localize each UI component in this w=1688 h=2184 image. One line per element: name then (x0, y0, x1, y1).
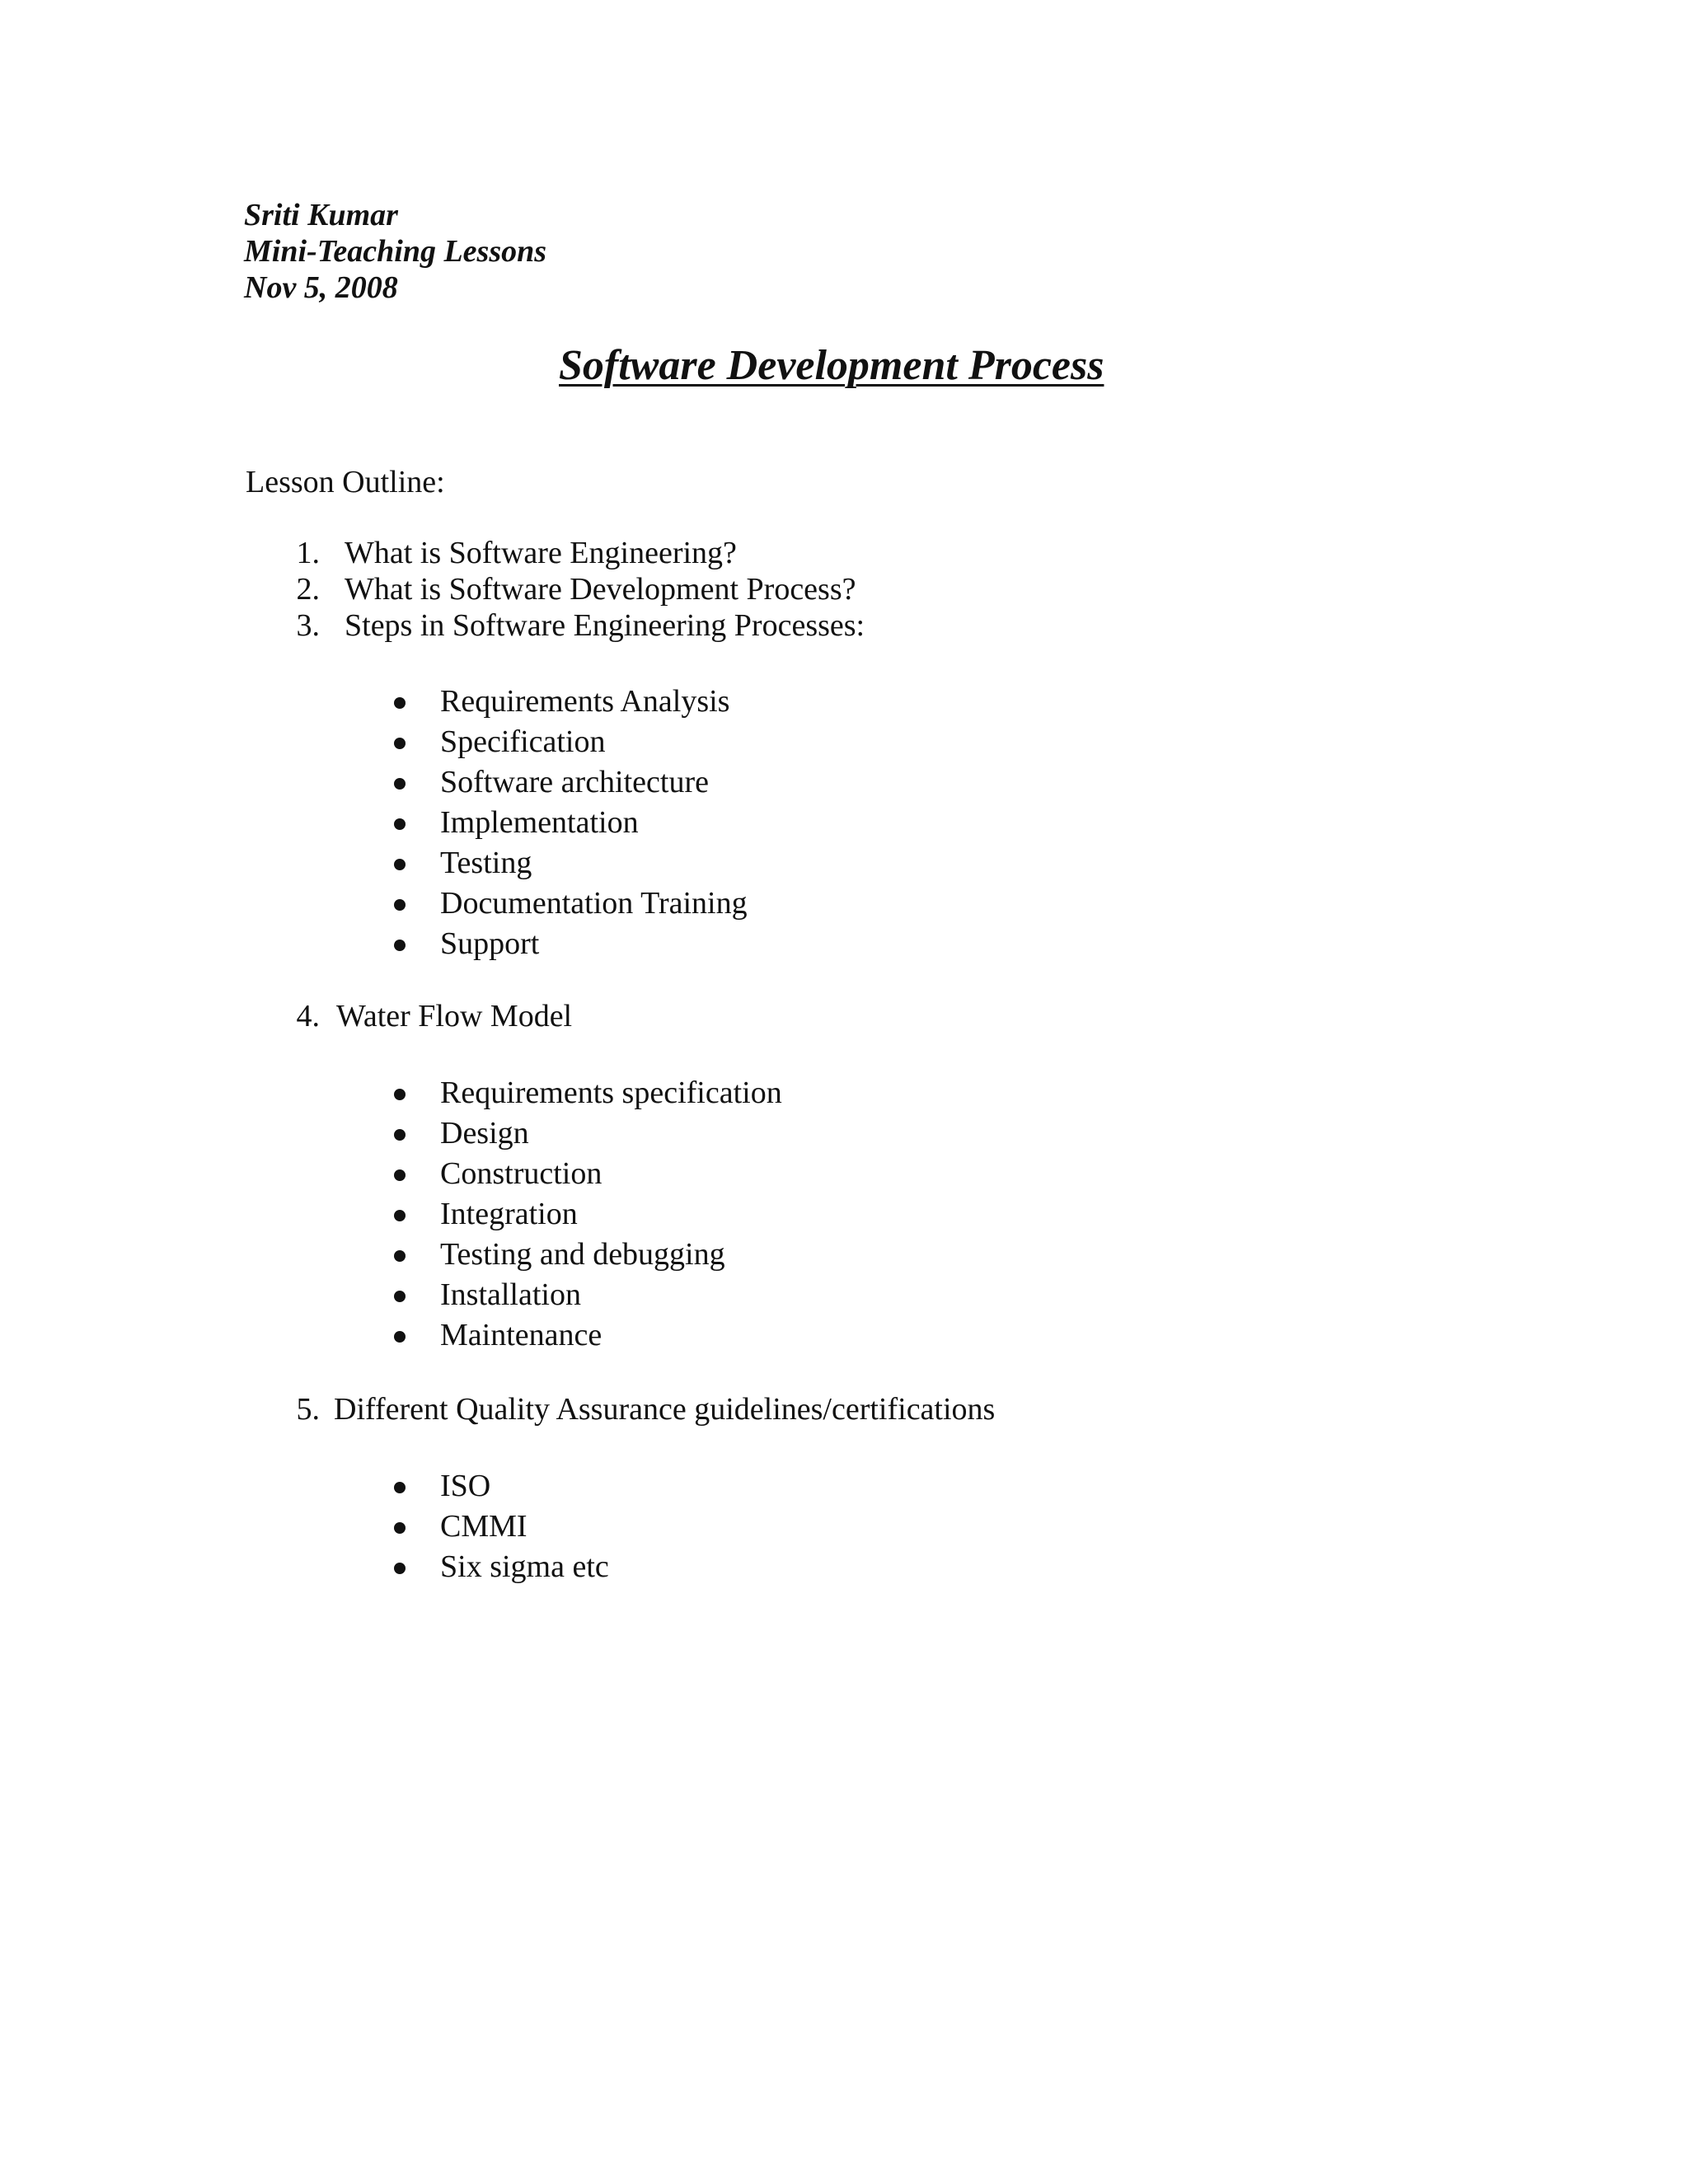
item-number: 5. (296, 1392, 320, 1427)
list-item-text: Construction (440, 1156, 603, 1191)
bullet-icon (394, 1129, 406, 1141)
list-item-text: Requirements specification (440, 1076, 782, 1110)
bullet-icon (394, 697, 406, 709)
item-text: Water Flow Model (336, 999, 573, 1033)
bullet-icon (394, 940, 406, 951)
bullet-icon (394, 899, 406, 911)
list-item-text: Documentation Training (440, 886, 748, 921)
list-item-text: Implementation (440, 805, 639, 840)
list-item-text: Maintenance (440, 1318, 603, 1352)
list-item-text: Design (440, 1116, 529, 1151)
page-title: Software Development Process (559, 342, 1104, 389)
outline-label: Lesson Outline: (246, 465, 445, 499)
list-item-text: CMMI (440, 1509, 528, 1544)
list-item-text: Requirements Analysis (440, 684, 730, 719)
bullet-icon (394, 818, 406, 830)
bullet-icon (394, 859, 406, 870)
bullet-icon (394, 1482, 406, 1493)
item-text: Steps in Software Engineering Processes: (345, 608, 865, 643)
list-item-text: Integration (440, 1197, 578, 1231)
bullet-icon (394, 738, 406, 749)
list-item-text: Installation (440, 1277, 581, 1312)
course-name: Mini-Teaching Lessons (244, 234, 547, 269)
list-item-text: Testing (440, 846, 532, 880)
list-item-text: Software architecture (440, 765, 709, 799)
author-name: Sriti Kumar (244, 198, 398, 232)
list-item-text: Support (440, 926, 540, 961)
bullet-icon (394, 1250, 406, 1262)
list-item-text: ISO (440, 1469, 491, 1503)
bullet-icon (394, 1089, 406, 1100)
list-item-text: Six sigma etc (440, 1549, 609, 1584)
list-item-text: Testing and debugging (440, 1237, 725, 1272)
item-number: 4. (296, 999, 320, 1033)
item-number: 3. (296, 608, 320, 643)
bullet-icon (394, 1331, 406, 1343)
document-date: Nov 5, 2008 (244, 270, 398, 305)
bullet-icon (394, 1210, 406, 1221)
item-text: What is Software Development Process? (345, 572, 856, 607)
bullet-icon (394, 1169, 406, 1181)
item-text: What is Software Engineering? (345, 536, 737, 570)
bullet-icon (394, 778, 406, 790)
item-number: 2. (296, 572, 320, 607)
bullet-icon (394, 1522, 406, 1534)
list-item-text: Specification (440, 724, 606, 759)
bullet-icon (394, 1563, 406, 1574)
bullet-icon (394, 1291, 406, 1302)
item-text: Different Quality Assurance guidelines/certifications (334, 1392, 996, 1427)
item-number: 1. (296, 536, 320, 570)
